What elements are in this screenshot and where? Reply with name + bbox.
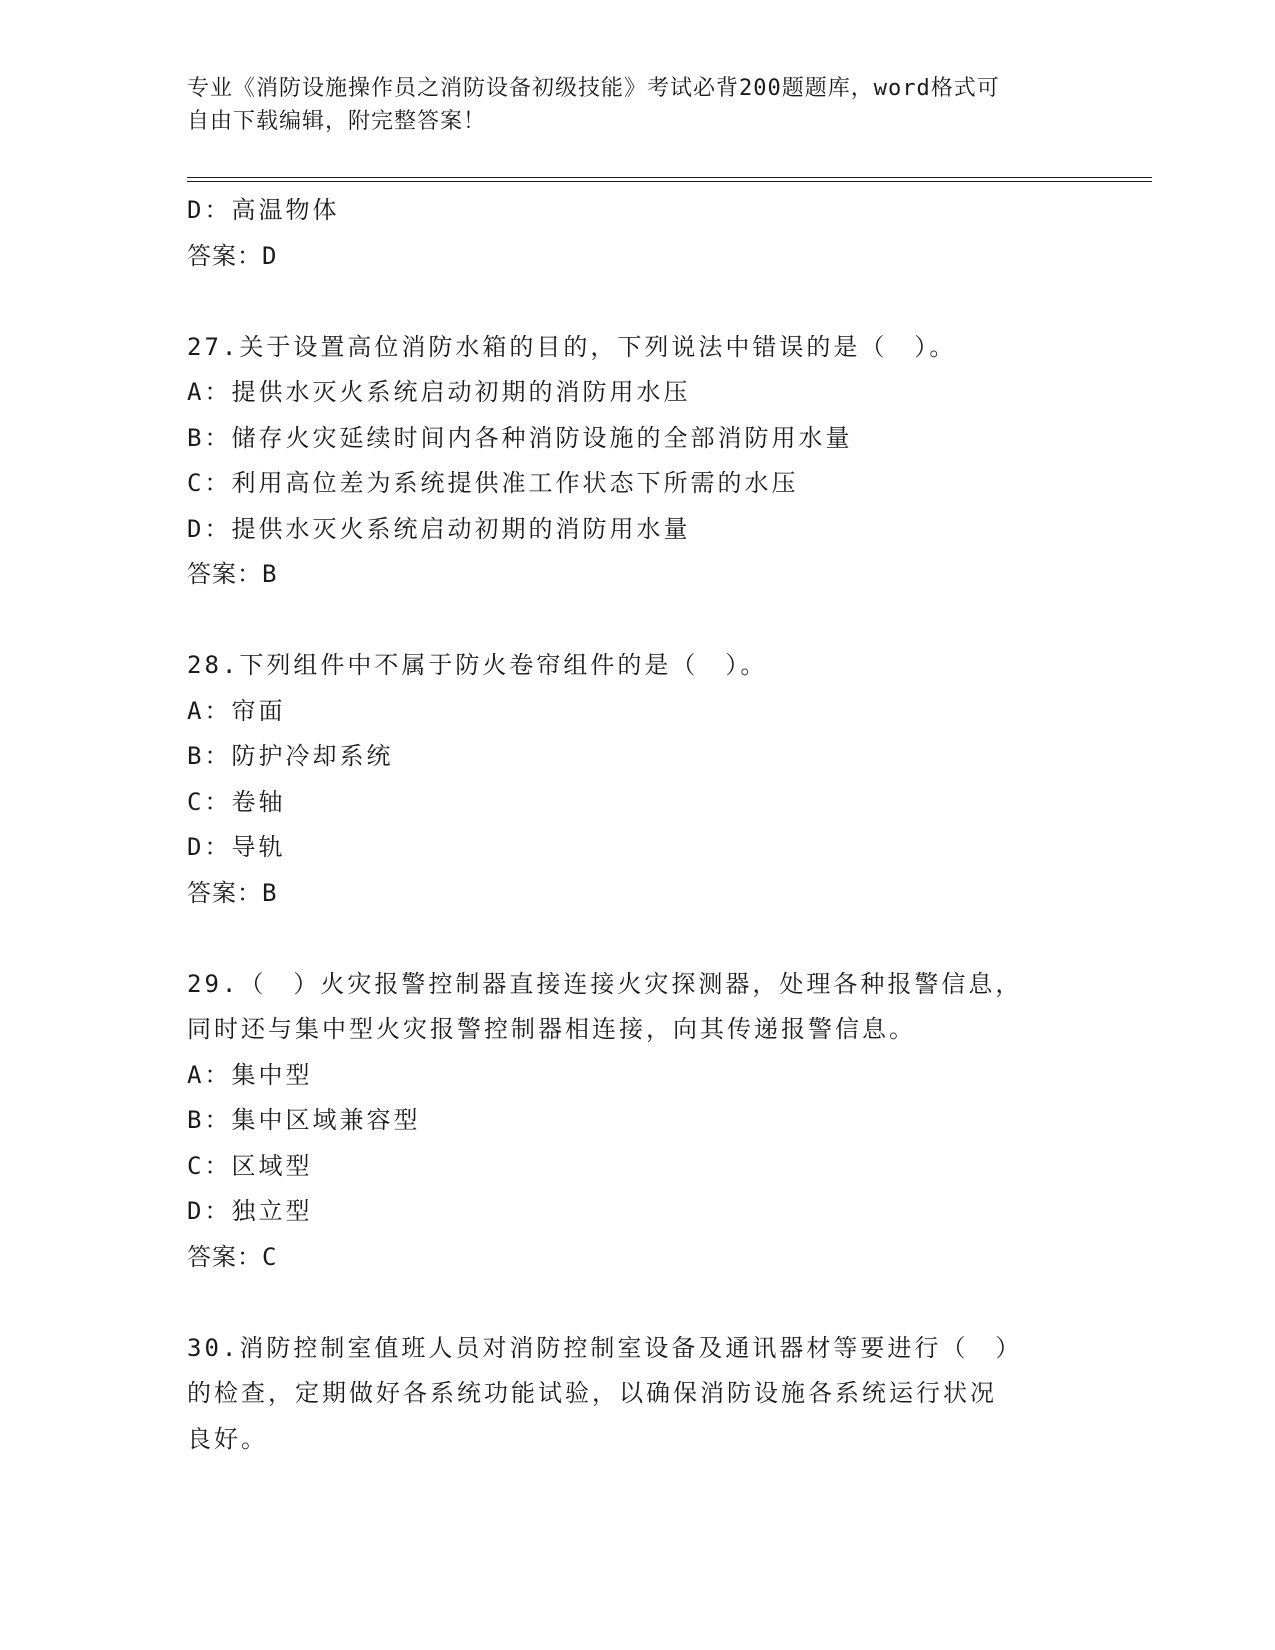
header-line-1: 专业《消防设施操作员之消防设备初级技能》考试必背200题题库，word格式可 — [187, 76, 1000, 101]
answer-value: B — [262, 878, 278, 907]
question-stem-line-2: 同时还与集中型火灾报警控制器相连接，向其传递报警信息。 — [187, 1015, 916, 1043]
question-stem: 28.下列组件中不属于防火卷帘组件的是（ ）。 — [187, 651, 768, 679]
header-divider-bottom — [187, 181, 1152, 182]
answer — [187, 871, 1087, 917]
question-26-tail — [187, 188, 1087, 279]
option-a: A：帘面 — [187, 696, 286, 725]
option-d: D：提供水灭火系统启动初期的消防用水量 — [187, 514, 691, 543]
option-b: B：储存火灾延续时间内各种消防设施的全部消防用水量 — [187, 423, 853, 452]
question-stem-line-3: 良好。 — [187, 1424, 268, 1453]
question-stem: 27.关于设置高位消防水箱的目的，下列说法中错误的是（ ）。 — [187, 332, 957, 361]
answer — [187, 1235, 1087, 1281]
page-header — [187, 72, 1087, 138]
answer-label: 答案： — [187, 878, 262, 907]
answer-label: 答案： — [187, 241, 262, 270]
option-c: C：利用高位差为系统提供准工作状态下所需的水压 — [187, 469, 799, 497]
spacer — [187, 279, 1087, 325]
answer — [187, 552, 1087, 598]
spacer — [187, 598, 1087, 644]
option-b: B：防护冷却系统 — [187, 742, 394, 770]
header-line-2: 自由下载编辑，附完整答案！ — [187, 109, 487, 134]
question-28 — [187, 643, 1087, 916]
answer-label: 答案： — [187, 560, 262, 588]
header-divider-top — [187, 177, 1152, 178]
option-d: D：独立型 — [187, 1197, 313, 1225]
option-a: A：集中型 — [187, 1060, 313, 1089]
answer-value: B — [262, 560, 278, 588]
answer — [187, 234, 1087, 280]
question-stem-line-1: 29.（ ）火灾报警控制器直接连接火灾探测器，处理各种报警信息， — [187, 969, 1023, 998]
spacer — [187, 1280, 1087, 1326]
answer-value: D — [262, 241, 278, 270]
option-c: C：区域型 — [187, 1151, 313, 1180]
question-30 — [187, 1326, 1087, 1463]
spacer — [187, 916, 1087, 962]
question-stem-line-1: 30.消防控制室值班人员对消防控制室设备及通讯器材等要进行（ ） — [187, 1333, 1023, 1362]
option-a: A：提供水灭火系统启动初期的消防用水压 — [187, 378, 691, 406]
answer-value: C — [262, 1242, 278, 1271]
option-d: D：高温物体 — [187, 196, 340, 224]
answer-label: 答案： — [187, 1242, 262, 1271]
option-d: D：导轨 — [187, 833, 286, 861]
question-27 — [187, 325, 1087, 598]
option-b: B：集中区域兼容型 — [187, 1106, 421, 1134]
option-c: C：卷轴 — [187, 787, 286, 816]
question-list — [187, 188, 1087, 1462]
question-stem-line-2: 的检查，定期做好各系统功能试验，以确保消防设施各系统运行状况 — [187, 1379, 997, 1407]
question-29 — [187, 962, 1087, 1281]
